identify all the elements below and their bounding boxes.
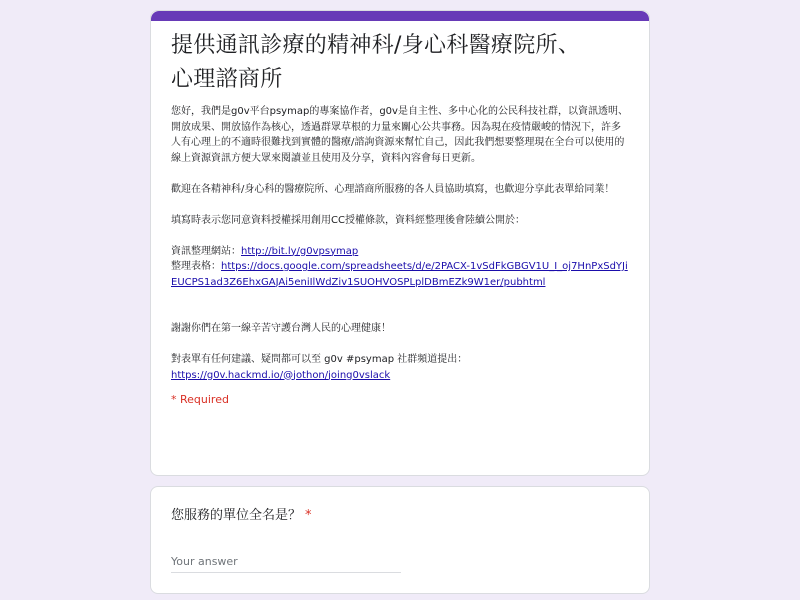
sheet-link[interactable]: https://docs.google.com/spreadsheets/d/e/2PACX-1vSdFkGBGV1U_I_oj7HnPxSdYJiEUCPS1ad3Z6EhxGAJAi5eniIlWdZiv1SUOHVOSPLplDBmEZk9W1er/pubhtml	[171, 261, 628, 288]
sheet-label: 整理表格：	[171, 261, 221, 272]
question-card	[150, 486, 650, 594]
feedback-paragraph: 對表單有任何建議、疑問都可以至 g0v #psymap 社群頻道提出：	[171, 354, 468, 365]
accent-bar	[151, 11, 649, 21]
site-link[interactable]: http://bit.ly/g0vpsymap	[241, 245, 359, 257]
license-paragraph: 填寫時表示您同意資料授權採用創用CC授權條款，資料經整理後會陸續公開於：	[171, 214, 525, 226]
required-asterisk: *	[305, 508, 312, 523]
welcome-paragraph: 歡迎在各精神科/身心科的醫療院所、心理諮商所服務的各人員協助填寫，也歡迎分享此表單給同業！	[171, 183, 615, 195]
form-header-card	[150, 10, 650, 476]
form-title: 提供通訊診療的精神科/身心科醫療院所、 心理諮商所	[171, 33, 581, 92]
feedback-link[interactable]: https://g0v.hackmd.io/@jothon/joing0vslack	[171, 369, 391, 381]
site-label: 資訊整理網站：	[171, 245, 241, 257]
thanks-paragraph: 謝謝你們在第一線辛苦守護台灣人民的心理健康！	[171, 323, 391, 334]
intro-paragraph: 您好，我們是g0v平台psymap的專案協作者，g0v是自主性、多中心化的公民科技社群，以資訊透明、開放成果、開放協作為核心，透過群眾草根的力量來關心公共事務。因為現在疫情嚴峻的情況下，許多人有心理上的不適時很難找到實體的醫療/諮詢資源來幫忙自己，因此我們想要整理現在全台可以使用的線上資源資訊方便大眾來閱讀並且使用及分享，資料內容會每日更新。	[171, 106, 628, 164]
required-note: * Required	[171, 393, 229, 406]
form-description	[171, 104, 629, 383]
answer-input[interactable]	[171, 551, 401, 573]
question-title	[171, 507, 629, 525]
question-label: 您服務的單位全名是？	[171, 508, 302, 523]
